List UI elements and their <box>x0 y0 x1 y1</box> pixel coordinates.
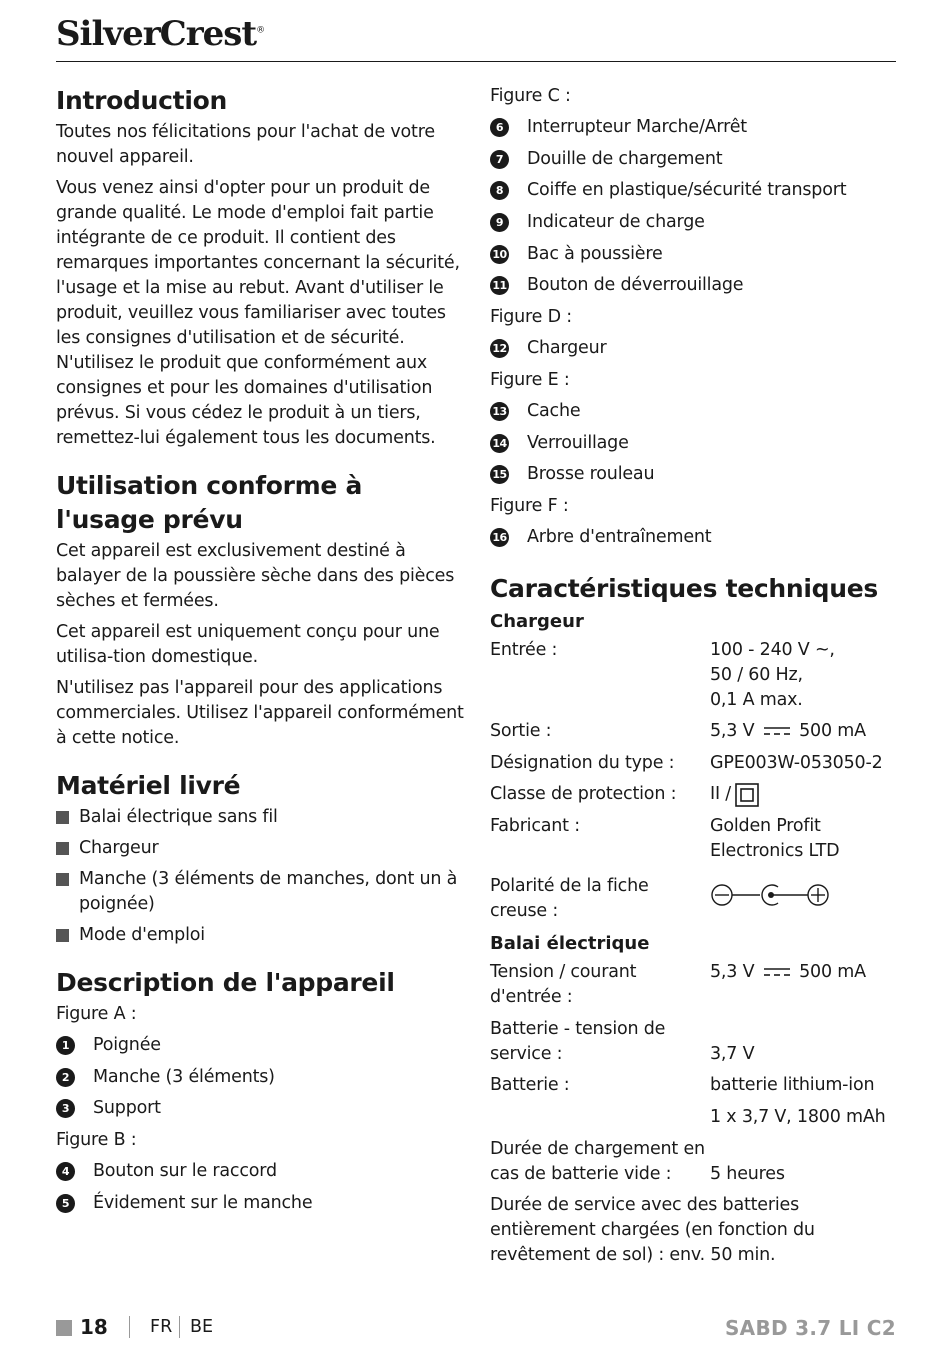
number-badge-icon: 7 <box>490 150 509 169</box>
left-column <box>56 84 466 1234</box>
spec-value <box>710 960 900 1010</box>
part-item <box>56 1033 466 1058</box>
figure-b-label: Figure B : <box>56 1130 137 1151</box>
number-badge-icon: 8 <box>490 181 509 200</box>
part-item <box>490 431 900 456</box>
number-badge-icon: 13 <box>490 402 509 421</box>
figure-f-label: Figure F : <box>490 495 569 516</box>
language-code-fr: FR <box>150 1317 173 1337</box>
list-item-label: Manche (3 éléments de manches, dont un à poignée) <box>79 869 458 914</box>
part-item <box>490 178 900 203</box>
figure-e-label: Figure E : <box>490 369 570 390</box>
spec-value-line: 50 / 60 Hz, <box>710 664 803 685</box>
usage-heading: Utilisation conforme à l'usage prévu <box>56 471 363 534</box>
charger-subheading: Chargeur <box>490 610 584 632</box>
number-badge-icon: 16 <box>490 528 509 547</box>
double-insulation-icon <box>735 783 759 807</box>
list-item <box>56 923 466 948</box>
number-badge-icon: 9 <box>490 213 509 232</box>
spec-label: Tension / courant d'entrée : <box>490 962 637 1008</box>
language-code-be: BE <box>190 1317 214 1337</box>
spec-value-line: 0,1 A max. <box>710 689 803 710</box>
part-item <box>56 1065 466 1090</box>
dc-symbol-icon <box>763 725 791 737</box>
intro-section <box>56 84 466 451</box>
description-heading: Description de l'appareil <box>56 968 395 997</box>
list-item <box>56 805 466 830</box>
part-label: Bouton sur le raccord <box>93 1161 277 1182</box>
part-label: Chargeur <box>527 338 607 359</box>
intro-heading: Introduction <box>56 86 227 115</box>
spec-value-line: 1 x 3,7 V, 1800 mAh <box>710 1107 886 1128</box>
spec-row-polarity <box>490 874 900 924</box>
part-item <box>490 399 900 424</box>
spec-row-output <box>490 719 900 744</box>
bullet-square-icon <box>56 873 69 886</box>
figure-c-label: Figure C : <box>490 86 571 106</box>
usage-paragraph-3: N'utilisez pas l'appareil pour des applications commerciales. Utilisez l'appareil conformément à cette notice. <box>56 678 464 748</box>
list-item <box>56 867 466 917</box>
part-item <box>490 115 900 140</box>
spec-label: Fabricant : <box>490 815 580 836</box>
broom-subheading: Balai électrique <box>490 933 650 955</box>
spec-value-line: 100 - 240 V ~, <box>710 639 835 660</box>
spec-row-class <box>490 782 900 807</box>
number-badge-icon: 14 <box>490 434 509 453</box>
spec-value-line: Electronics LTD <box>710 840 840 861</box>
output-voltage: 5,3 V <box>710 721 755 742</box>
part-item <box>56 1191 466 1216</box>
spec-value: 5 heures <box>710 1163 785 1184</box>
number-badge-icon: 3 <box>56 1099 75 1118</box>
part-item <box>490 147 900 172</box>
spec-label: Désignation du type : <box>490 752 675 773</box>
spec-value <box>710 638 900 713</box>
spec-label-line: Durée de chargement en <box>490 1138 705 1159</box>
part-label: Évidement sur le manche <box>93 1192 313 1213</box>
part-label: Verrouillage <box>527 432 629 453</box>
spec-label: Batterie : <box>490 1075 570 1096</box>
spec-row-input <box>490 638 900 713</box>
number-badge-icon: 6 <box>490 118 509 137</box>
footer-divider <box>179 1316 180 1338</box>
brand-logo-text: SilverCrest <box>56 14 257 54</box>
list-item-label: Mode d'emploi <box>79 925 205 945</box>
footer-square-icon <box>56 1320 72 1336</box>
dc-symbol-icon <box>763 966 791 978</box>
list-item-label: Balai électrique sans fil <box>79 807 278 827</box>
runtime-paragraph: Durée de service avec des batteries entièrement chargées (en fonction du revêtement de sol) : env. 50 min. <box>490 1195 815 1266</box>
spec-row-maker <box>490 814 900 864</box>
part-item <box>490 210 900 235</box>
page-number: 18 <box>80 1315 108 1339</box>
part-label: Arbre d'entraînement <box>527 526 712 547</box>
spec-row-charge-time <box>490 1137 900 1187</box>
usage-paragraph-2: Cet appareil est uniquement conçu pour une utilisa-tion domestique. <box>56 622 440 667</box>
input-current: 500 mA <box>799 962 866 983</box>
intro-paragraph-1: Toutes nos félicitations pour l'achat de votre nouvel appareil. <box>56 122 435 167</box>
spec-label <box>490 1017 710 1067</box>
part-label: Support <box>93 1098 161 1119</box>
spec-value <box>710 782 900 807</box>
number-badge-icon: 1 <box>56 1036 75 1055</box>
spec-value-line: batterie lithium-ion <box>710 1075 875 1096</box>
page-footer <box>56 1312 896 1346</box>
part-label: Indicateur de charge <box>527 212 705 233</box>
part-label: Poignée <box>93 1035 161 1055</box>
spec-row-type <box>490 751 900 776</box>
spec-value <box>710 1073 900 1130</box>
part-item <box>490 242 900 267</box>
bullet-square-icon <box>56 929 69 942</box>
input-voltage: 5,3 V <box>710 962 755 983</box>
specs-heading: Caractéristiques techniques <box>490 573 878 603</box>
part-label: Bouton de déverrouillage <box>527 275 744 296</box>
list-item-label: Chargeur <box>79 838 159 858</box>
list-item <box>56 836 466 861</box>
brand-logo <box>56 14 264 54</box>
right-column <box>490 84 900 1274</box>
model-number: SABD 3.7 LI C2 <box>724 1316 896 1340</box>
number-badge-icon: 2 <box>56 1068 75 1087</box>
output-current: 500 mA <box>799 721 866 742</box>
part-item <box>490 273 900 298</box>
number-badge-icon: 10 <box>490 245 509 264</box>
part-label: Interrupteur Marche/Arrêt <box>527 117 747 137</box>
spec-label-line: cas de batterie vide : <box>490 1163 672 1184</box>
spec-label-line: Batterie - tension de <box>490 1018 666 1039</box>
part-label: Manche (3 éléments) <box>93 1066 275 1087</box>
footer-divider <box>129 1316 130 1338</box>
registered-mark: ® <box>256 25 265 36</box>
part-item <box>56 1159 466 1184</box>
spec-row-battery <box>490 1073 900 1130</box>
spec-value: GPE003W-053050-2 <box>710 752 883 773</box>
number-badge-icon: 5 <box>56 1194 75 1213</box>
part-item <box>56 1096 466 1121</box>
part-label: Coiffe en plastique/sécurité transport <box>527 180 847 201</box>
number-badge-icon: 15 <box>490 465 509 484</box>
part-label: Douille de chargement <box>527 148 723 169</box>
number-badge-icon: 11 <box>490 276 509 295</box>
part-label: Brosse rouleau <box>527 464 655 485</box>
spec-row-voltage <box>490 960 900 1010</box>
intro-paragraph-2: Vous venez ainsi d'opter pour un produit de grande qualité. Le mode d'emploi fait partie intégrante de ce produit. Il contient des remarques importantes concernant la sécurité, l'usage et la mise au rebut. Avant d'utiliser le produit, veuillez vous familiariser avec toutes les consignes d'utilisation et de sécurité. N'utilisez le produit que conformément aux consignes et pour les domaines d'utilisation prévus. Si vous cédez le produit à un tiers, remettez-lui également tous les documents. <box>56 178 460 448</box>
spec-label-line: service : <box>490 1043 563 1064</box>
spec-label: Classe de protection : <box>490 784 677 805</box>
figure-d-label: Figure D : <box>490 307 572 328</box>
spec-value <box>710 814 900 864</box>
part-label: Cache <box>527 400 581 421</box>
spec-value: 3,7 V <box>710 1043 755 1064</box>
number-badge-icon: 12 <box>490 339 509 358</box>
spec-value <box>710 881 900 917</box>
part-item <box>490 336 900 361</box>
figure-a-label: Figure A : <box>56 1004 137 1024</box>
polarity-symbol-icon <box>710 881 832 909</box>
spec-label <box>490 1137 710 1187</box>
material-heading: Matériel livré <box>56 771 241 800</box>
part-item <box>490 462 900 487</box>
spec-label: Sortie : <box>490 721 552 742</box>
usage-paragraph-1: Cet appareil est exclusivement destiné à balayer de la poussière sèche dans des pièces sèches et fermées. <box>56 541 455 611</box>
part-label: Bac à poussière <box>527 243 663 264</box>
page-header <box>56 8 896 62</box>
material-section <box>56 769 466 948</box>
spec-value <box>710 719 900 744</box>
number-badge-icon: 4 <box>56 1162 75 1181</box>
spec-label: Entrée : <box>490 639 558 660</box>
spec-label: Polarité de la fiche creuse : <box>490 875 649 921</box>
part-item <box>490 525 900 550</box>
bullet-square-icon <box>56 842 69 855</box>
description-section <box>56 966 466 1216</box>
bullet-square-icon <box>56 811 69 824</box>
spec-row-battery-voltage <box>490 1017 900 1067</box>
usage-section <box>56 469 466 751</box>
spec-value-line: Golden Profit <box>710 815 821 836</box>
protection-class-text: II / <box>710 784 731 805</box>
